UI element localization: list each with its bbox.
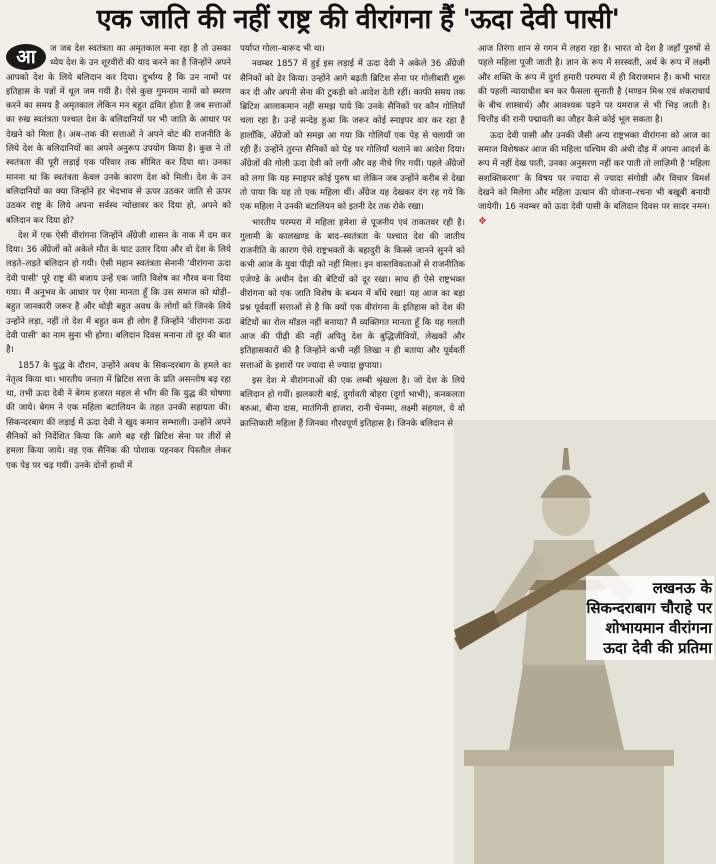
article-column-2 [240,42,465,864]
pedestal [474,760,664,864]
paragraph: देश में एक ऐसी वीरांगना जिन्होंने अँग्रेजी शासन के नाक में दम कर दिया। 36 अँग्रेजों को अकेले मौत के घाट उतार दिया और वो देश के लिये लड़ते–लड़ते बलिदान हो गयी। ऐसी महान स्वतंत्रता सेनानी 'वीरांगना ऊदा देवी पासी' पूरे राष्ट्र की बजाय उन्हें एक जाति विशेष का गौरव बना दिया गया। मैं अनुभव के आधार पर ऐसा मानता हूँ कि उस समाज को थोड़ी–बहुत जानकारी जरूर है और थोड़ी बहुत अवध के लोगों को जिनके लिये उन्होंने लड़ा, नहीं तो देश में बहुत कम ही लोग हैं जिन्होंने 'वीरांगना ऊदा देवी पासी' का नाम सुना भी होगा। बलिदान दिवस मनाना तो दूर की बात है। [6,230,231,356]
article-column-3 [478,42,710,417]
headline: एक जाति की नहीं राष्ट्र की वीरांगना हैं 'ऊदा देवी पासी' [96,4,620,35]
statue-skirt [509,660,624,750]
paragraph: इस देश मे वीरांगनाओं की एक लम्बी श्रृंखला है। जो देश के लिये बलिदान हो गयीं। झलकारी बाई, दुर्गावती बोहरा (दुर्गा भाभी), कनकलता बरुआ, बीना दास, मातंगिनी हाजरा, रानी चेनम्मा, लक्ष्मी सहगल, ये वो क्रान्तिकारी महिला हैं जिनका गौरवपूर्ण इतिहास है। जिनके बलिदान से [240,375,465,429]
paragraph-text: ऊदा देवी पासी और उनकी जैसी अन्य राष्ट्रभक्त वीरांगना को आज का समाज विशेषकर आज की महिला पश्चिम की अंधी दौड़ में अपना आदर्श के रूप में नहीं देख पाती, उनका अनुसरण नहीं कर पाती तो लाज़िमी है 'महिला सशक्तिकरण' के विषय पर ज्यादा से ज्यादा संगोष्ठी और विचार विमर्श देखने को मिलेगा और महिला उत्थान की योजना–रचना भी बखूबी बनायी जायेगी। 16 नवम्बर को ऊदा देवी पासी के बलिदान दिवस पर सादर नमन। [478,130,710,213]
paragraph: भारतीय परम्परा में महिला हमेशा से पूजनीय एवं ताकतवर रही है। गुलामी के कालखण्ड के बाद–स्वतंत्रता के पश्चात देश की जातीय राजनीति के कारण ऐसे राष्ट्रभक्तों के बहादुरी के किस्से जानने सुनने को कभी आज के युवा पीढ़ी को नहीं मिला। इन वास्तविकताओं से राजनीतिक एजेण्डे के अधीन देश की बेटियों को दूर रखा। साथ ही ऐसे राष्ट्रभक्त वीरांगना को एक जाति विशेष के बन्धन में बाँधे रखा! यह आज का बड़ा प्रश्न पूर्ववर्ती सत्ताओं से है कि क्यों एक वीरांगना के इतिहास को देश की बेटियों का रोल मॉडल नहीं बनाया? मैं व्यक्तिगत मानता हूँ कि यह गलती आज की पीढ़ी की नहीं अपितु देश के बुद्धिजीवियों, लेखकों और इतिहासकारों की है जिन्होंने कभी नहीं लिखा न ही बताया और पूर्ववर्ती सत्ताओं के इशारों पर ज्यादा से ज्यादा छुपाया। [240,217,465,371]
paragraph: आज तिरंगा शान से गगन में लहरा रहा है। भारत वो देश है जहाँ पुरुषों से पहले महिला पूजी जाती है। ज्ञान के रूप में सरस्वती, अर्थ के रूप में लक्ष्मी और शक्ति के रूप में दुर्गा हमारी परम्परा में ही विराजमान हैं। कभी भारत की पहली न्यायाधीश बन कर फैसला सुनाती है (मण्डन मिश्र एवं शंकराचार्य के बीच शास्त्रार्थ) और आवश्यक पड़ने पर यमराज से भी भिड़ जाती है। चित्तौड़ की रानी पद्मावती का जौहर कैसे कोई भूल सकता है। [478,44,710,126]
paragraph-text: ज जब देश स्वतंत्रता का अमृतकाल मना रहा है तो उसका ध्येय देश के उन शूरवीरों की याद करने का है जिन्होंने अपने आपको देश के लिये बलिदान कर दिया। दुर्भाग्य है कि उन नामों पर इतिहास के पन्नों में धूल जम गयी है। ऐसे कुछ गुमनाम नामों को स्मरण करने का समय है अमृतकाल लेकिन मन बहुत द्रवित होता है जब सत्ताओं का रुख स्वतंत्रता पश्चात देश के बलिदानियों पर भी जाति के आधार पर देखने को मिला है। अब–तक की सत्ताओं ने अपने वोट की राजनीति के लिये देश के बलिदानियों का अपने अनुरूप उपयोग किया है। कुछ ने तो स्वतंत्रता की पूरी लड़ाई एक परिवार तक सीमित कर दिया था। उनका मानना था कि स्वतंत्रता केवल उनके कारण देश को मिली। देश के उन बलिदानियों का क्या जिन्होंने हर भेदभाव से ऊपर उठकर जाति से ऊपर उठकर राष्ट्र के लिये अपना सर्वस्व न्योछावर कर दिया हो, अपने को बलिदान कर दिया हो? [6,44,231,226]
paragraph [478,129,710,229]
paragraph: पर्याप्त गोला–बारूद भी था। [240,44,325,54]
paragraph [6,42,231,228]
photo-caption: लखनऊ के सिकन्दराबाग चौराहे पर शोभायमान वीरांगना ऊदा देवी की प्रतिमा [586,576,714,660]
paragraph: नवम्बर 1857 में हुई इस लड़ाई में ऊदा देवी ने अकेले 36 अँग्रेजी सैनिकों को ढेर किया। उन्होंने आगे बढ़ती ब्रिटिश सेना पर गोलीबारी शुरू कर दी और अपनी सेना की टुकड़ी को आदेश देती रहीं। काफी समय तक ब्रिटिश आलाकमान नहीं समझ पाये कि उनके सैनिकों पर कौन गोलियाँ चला रहा है। उन्हें सन्देह हुआ कि जरूर कोई स्नाइपर वार कर रहा है हालाँकि, अँग्रेजों को समझ आ गया कि गोलियाँ एक पेड़ से चलायी जा रही हैं। उन्होंने तुरन्त सैनिकों को पेड़ पर गोलियाँ चलाने का आदेश दिया। अँग्रेजों की गोली ऊदा देवी को लगी और वह नीचे गिर गयीं। पहले अँग्रेजों को लगा कि यह स्नाइपर कोई पुरुष था लेकिन जब उन्होंने करीब से देखा तो पाया कि यह तो एक महिला थीं। अँग्रेज यह देखकर दंग रह गये कि एक महिला ने उनकी बटालियन को इतनी देर तक रोके रखा। [240,59,465,213]
article-column-1 [6,42,231,864]
paragraph: 1857 के युद्ध के दौरान, उन्होंने अवध के सिकन्दरबाग के हमले का नेतृत्व किया था। भारतीय जनता में ब्रिटिश सत्ता के प्रति असन्तोष बढ़ रहा था, तभी ऊदा देवी ने बेगम हजरत महल से भाँग की कि युद्ध की घोषणा की जाये। बेगम ने एक महिला बटालियन के तहत उनकी सहायता की। सिकन्दरबाग की लड़ाई में ऊदा देवी ने खुद कमान सम्भाली। उन्होंने अपने सैनिकों को निर्देशित किया कि आगे बढ़ रही ब्रिटिश सेना पर तीरों से हमला किया जाये। वह एक सैनिक की पोशाक पहनकर पिस्तौल लेकर एक पेड़ पर चढ़ गयीं। उनके दोनों हाथों में [6,360,231,471]
drop-cap: आ [6,44,46,70]
end-mark-icon: ❖ [478,215,487,227]
